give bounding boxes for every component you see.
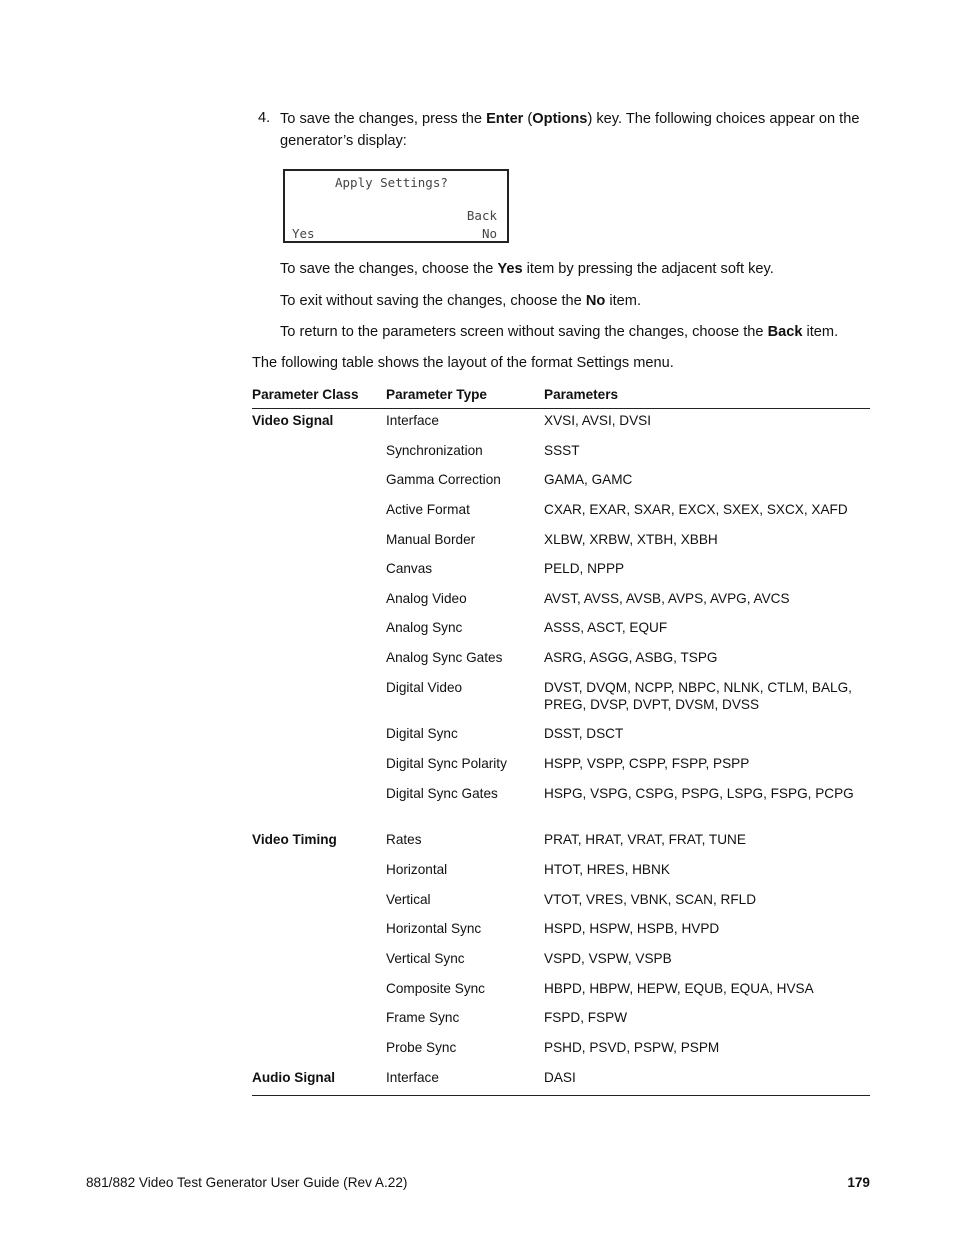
table-cell-params: DSST, DSCT [544,726,624,741]
display-yes-item: Yes [292,226,315,241]
page-number: 179 [847,1175,870,1190]
table-cell-params: XLBW, XRBW, XTBH, XBBH [544,532,718,547]
table-cell-params: FSPD, FSPW [544,1010,628,1025]
yes-label: Yes [497,261,523,277]
table-cell-type: Composite Sync [386,981,485,996]
table-cell-type: Vertical [386,892,431,907]
table-cell-class: Video Timing [252,832,337,847]
table-top-rule [252,408,870,409]
table-cell-params: DVST, DVQM, NCPP, NBPC, NLNK, CTLM, BALG, PREG, DVSP, DVPT, DVSM, DVSS [544,680,852,712]
table-cell-params: PELD, NPPP [544,561,625,576]
no-label: No [585,293,606,309]
table-cell-params: XVSI, AVSI, DVSI [544,413,652,428]
table-cell-type: Digital Sync Gates [386,786,498,801]
save-instruction [280,260,774,278]
exit-instruction [280,292,641,310]
table-bottom-rule [252,1095,870,1096]
footer-title: 881/882 Video Test Generator User Guide (Rev A.22) [86,1175,408,1190]
table-cell-type: Manual Border [386,532,476,547]
table-cell-type: Canvas [386,561,433,576]
step-text [280,108,880,152]
step-text-part: To save the changes, press the [280,111,487,127]
table-cell-type: Rates [386,832,422,847]
display-back-item: Back [466,208,497,223]
text-part: item. [802,324,839,340]
table-cell-params: VSPD, VSPW, VSPB [544,951,672,966]
header-parameters: Parameters [544,387,619,402]
table-cell-type: Vertical Sync [386,951,465,966]
text-part: To save the changes, choose the [280,261,498,277]
table-cell-params: ASSS, ASCT, EQUF [544,620,668,635]
text-part: To return to the parameters screen without saving the changes, choose the [280,324,768,340]
table-cell-params: CXAR, EXAR, SXAR, EXCX, SXEX, SXCX, XAFD [544,502,848,517]
table-cell-params: HSPP, VSPP, CSPP, FSPP, PSPP [544,756,750,771]
step-text-part: ( [523,111,533,127]
table-cell-type: Gamma Correction [386,472,501,487]
text-part: To exit without saving the changes, choose the [280,293,586,309]
header-parameter-type: Parameter Type [386,387,487,402]
table-cell-params: AVST, AVSS, AVSB, AVPS, AVPG, AVCS [544,591,790,606]
table-cell-params: PRAT, HRAT, VRAT, FRAT, TUNE [544,832,746,847]
table-cell-params: DASI [544,1070,576,1085]
table-cell-type: Interface [386,413,439,428]
text-part: item. [605,293,642,309]
header-parameter-class: Parameter Class [252,387,359,402]
table-cell-params: GAMA, GAMC [544,472,633,487]
table-cell-params: ASRG, ASGG, ASBG, TSPG [544,650,718,665]
table-cell-params: HSPG, VSPG, CSPG, PSPG, LSPG, FSPG, PCPG [544,786,854,801]
table-cell-class: Video Signal [252,413,334,428]
generator-display [283,169,509,243]
table-cell-type: Frame Sync [386,1010,460,1025]
step-number: 4. [258,110,271,126]
table-cell-type: Horizontal [386,862,448,877]
table-cell-params: VTOT, VRES, VBNK, SCAN, RFLD [544,892,757,907]
table-cell-params: SSST [544,443,580,458]
table-intro: The following table shows the layout of the format Settings menu. [252,355,674,371]
table-cell-type: Horizontal Sync [386,921,482,936]
options-key-label: Options [532,111,588,127]
return-instruction [280,323,838,341]
enter-key-label: Enter [486,111,524,127]
back-label: Back [767,324,803,340]
display-title: Apply Settings? [335,175,448,190]
table-cell-params: HBPD, HBPW, HEPW, EQUB, EQUA, HVSA [544,981,814,996]
table-cell-type: Analog Sync [386,620,463,635]
table-cell-type: Digital Video [386,680,463,695]
text-part: item by pressing the adjacent soft key. [522,261,774,277]
table-cell-type: Interface [386,1070,439,1085]
display-no-item: No [481,226,497,241]
table-cell-params: HTOT, HRES, HBNK [544,862,670,877]
table-cell-type: Active Format [386,502,470,517]
table-cell-type: Probe Sync [386,1040,457,1055]
table-cell-type: Digital Sync Polarity [386,756,507,771]
table-cell-type: Analog Sync Gates [386,650,503,665]
table-cell-class: Audio Signal [252,1070,336,1085]
table-cell-params: HSPD, HSPW, HSPB, HVPD [544,921,720,936]
table-cell-type: Digital Sync [386,726,458,741]
table-cell-type: Synchronization [386,443,483,458]
step-text-part: ) key. The following choices appear on the generator’s display: [280,111,860,149]
table-cell-params: PSHD, PSVD, PSPW, PSPM [544,1040,720,1055]
table-cell-type: Analog Video [386,591,467,606]
